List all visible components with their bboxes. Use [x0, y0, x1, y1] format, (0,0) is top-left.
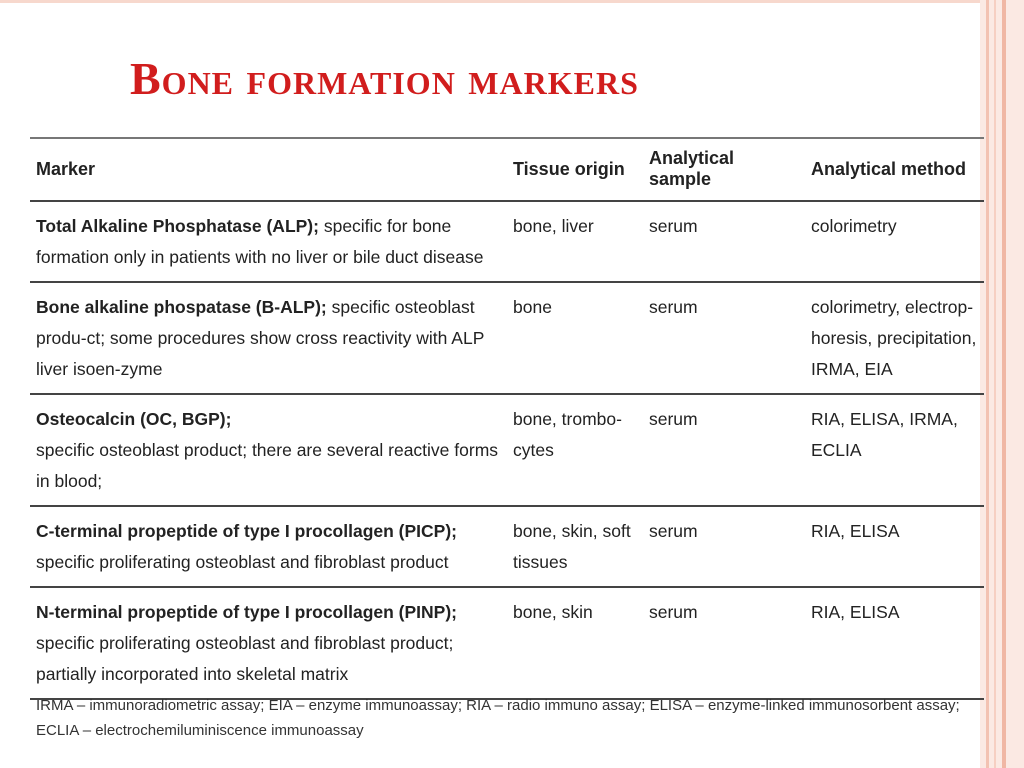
method-cell: RIA, ELISA, IRMA, ECLIA [805, 394, 984, 506]
abbreviations-footnote [36, 693, 966, 743]
marker-name: Osteocalcin (OC, BGP); [36, 409, 232, 429]
marker-name: Bone alkaline phospatase (B-ALP); [36, 297, 327, 317]
table-row [30, 394, 984, 506]
tissue-cell: bone, skin, soft tissues [507, 506, 643, 587]
marker-description: specific proliferating osteoblast and fibroblast product; partially incorporated into skeletal matrix [36, 633, 454, 684]
border-stripe [1002, 0, 1006, 768]
slide-title: Bone formation markers [130, 53, 639, 104]
table-header-row [30, 138, 984, 201]
sample-cell: serum [643, 201, 805, 282]
marker-cell [30, 201, 507, 282]
marker-cell [30, 506, 507, 587]
marker-cell [30, 394, 507, 506]
header-analytical-sample: Analytical sample [643, 138, 805, 201]
markers-table-container [30, 137, 984, 700]
marker-cell [30, 587, 507, 699]
table-row [30, 201, 984, 282]
marker-description: specific proliferating osteoblast and fibroblast product [36, 552, 449, 572]
tissue-cell: bone, skin [507, 587, 643, 699]
top-border [0, 0, 980, 3]
marker-cell [30, 282, 507, 394]
marker-description: specific osteoblast product; there are several reactive forms in blood; [36, 440, 499, 491]
tissue-cell: bone [507, 282, 643, 394]
border-stripe [994, 0, 996, 768]
marker-description: specific osteoblast produ-ct; some procedures show cross reactivity with ALP liver isoen-zyme [36, 297, 485, 379]
method-cell: colorimetry [805, 201, 984, 282]
markers-table [30, 137, 984, 700]
header-tissue-origin: Tissue origin [507, 138, 643, 201]
table-row [30, 282, 984, 394]
header-marker: Marker [30, 138, 507, 201]
tissue-cell: bone, liver [507, 201, 643, 282]
table-row [30, 506, 984, 587]
sample-cell: serum [643, 282, 805, 394]
footnote-line: IRMA – immunoradiometric assay; EIA – enzyme immunoassay; RIA – radio immuno assay; ELISA – enzyme-linked immunosorbent assay; [36, 697, 960, 714]
method-cell: RIA, ELISA [805, 587, 984, 699]
sample-cell: serum [643, 394, 805, 506]
border-stripe [986, 0, 989, 768]
marker-name: Total Alkaline Phosphatase (ALP); [36, 216, 319, 236]
marker-description: specific for bone formation only in patients with no liver or bile duct disease [36, 216, 484, 267]
method-cell: colorimetry, electrop-horesis, precipitation, IRMA, EIA [805, 282, 984, 394]
method-cell: RIA, ELISA [805, 506, 984, 587]
sample-cell: serum [643, 506, 805, 587]
table-row [30, 587, 984, 699]
header-analytical-method: Analytical method [805, 138, 984, 201]
marker-name: N-terminal propeptide of type I procollagen (PINP); [36, 602, 457, 622]
footnote-line: ECLIA – electrochemiluminiscence immunoassay [36, 722, 364, 739]
marker-name: C-terminal propeptide of type I procollagen (PICP); [36, 521, 457, 541]
tissue-cell: bone, trombo-cytes [507, 394, 643, 506]
sample-cell: serum [643, 587, 805, 699]
right-decorative-border [980, 0, 1024, 768]
